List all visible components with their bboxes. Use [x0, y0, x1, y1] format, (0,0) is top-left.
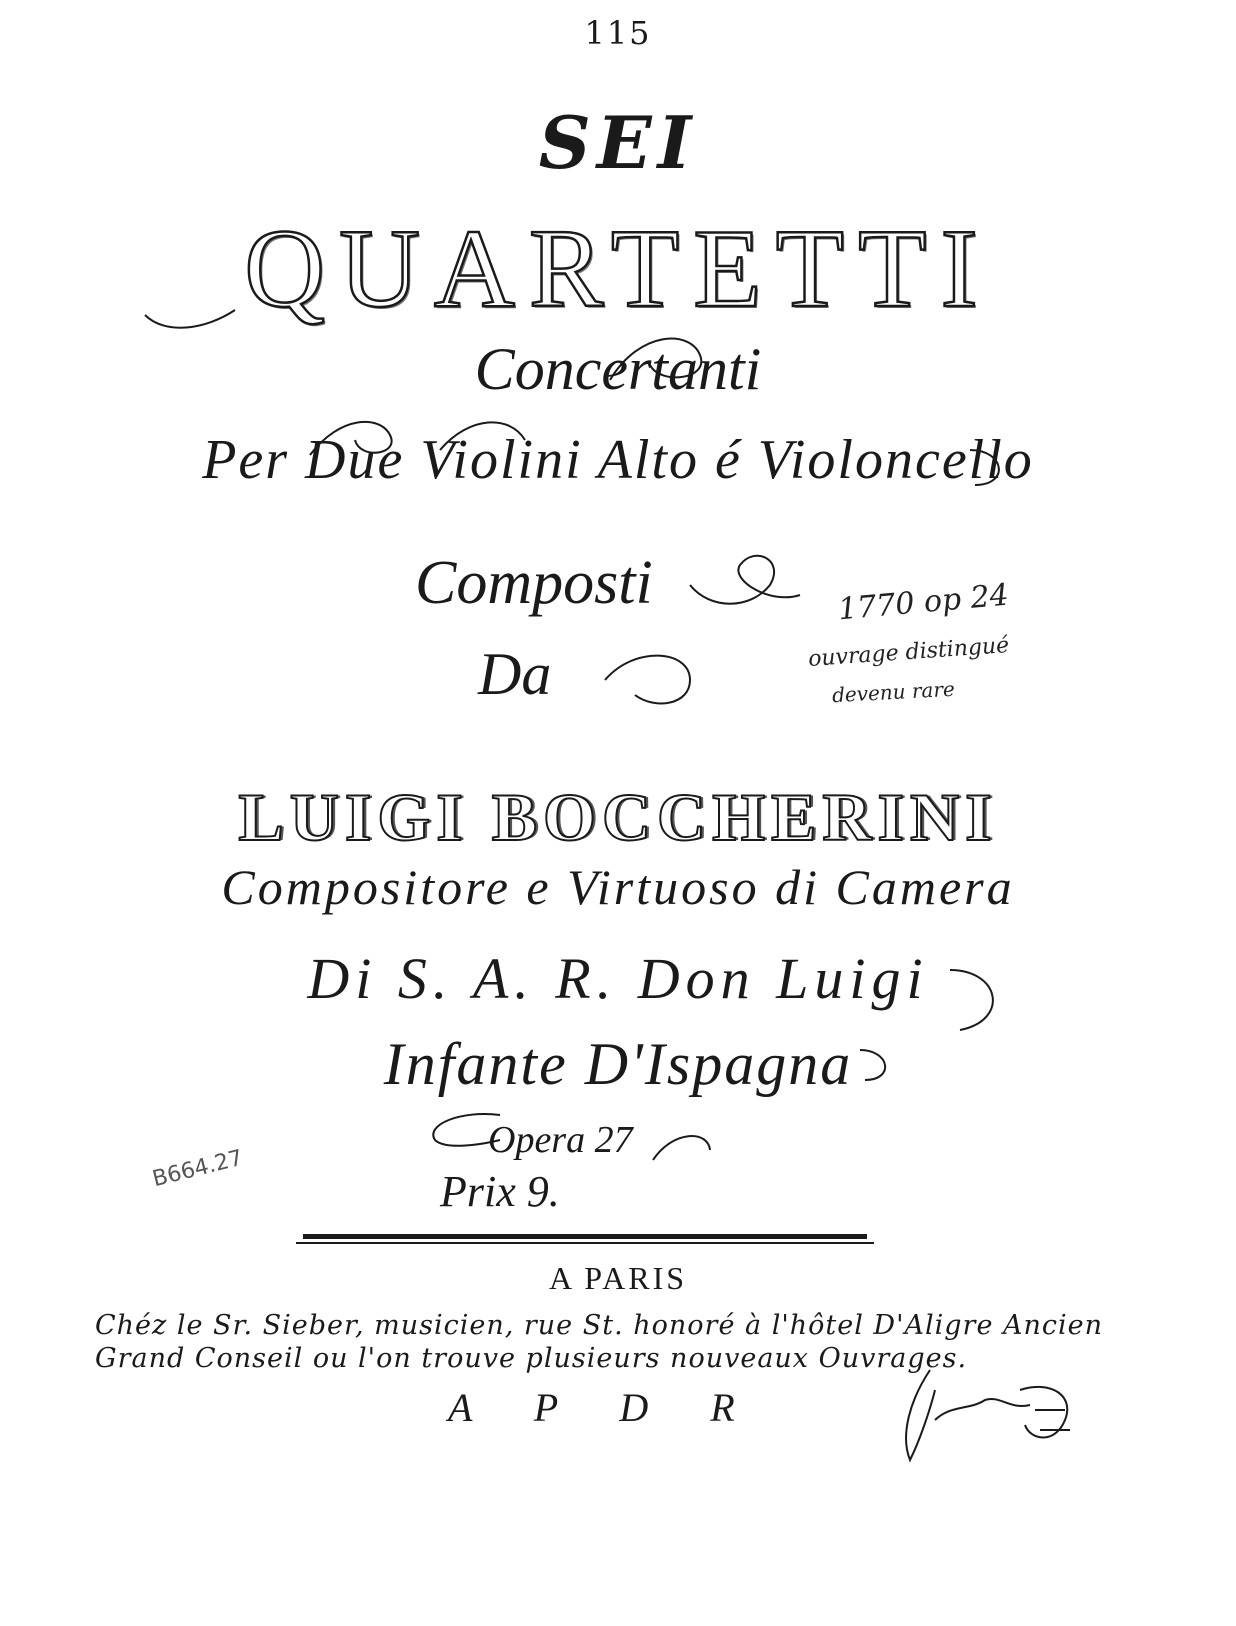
price: Prix 9. [440, 1167, 560, 1216]
opus-number: Opera 27 [488, 1119, 633, 1161]
publisher-line-1: Chéz le Sr. Sieber, musicien, rue St. honoré à l'hôtel D'Aligre Ancien [95, 1310, 1104, 1341]
subtitle-concertanti: Concertanti [474, 336, 762, 402]
instruments-flourish-right [960, 440, 1020, 500]
handwritten-annotation-date: 1770 op 24 [836, 577, 1011, 628]
composer-name: LUIGI BOCCHERINI [238, 779, 998, 855]
da-flourish [595, 635, 705, 715]
patron2-flourish [850, 1040, 910, 1090]
publisher-line-2: Grand Conseil ou l'on trouve plusieurs nouveaux Ouvrages. [95, 1343, 968, 1374]
composer-patron: Di S. A. R. Don Luigi [307, 946, 929, 1011]
publisher-signature [890, 1350, 1090, 1470]
handwritten-annotation-note: ouvrage distingué [807, 633, 1010, 672]
opus-flourish-right [648, 1125, 718, 1175]
page-number: 115 [584, 14, 652, 52]
divider-rule [303, 1234, 867, 1239]
concertanti-flourish [600, 320, 720, 400]
composer-position: Compositore e Virtuoso di Camera [221, 859, 1015, 915]
royal-privilege: A P D R [448, 1385, 761, 1430]
title-sei: SEI [538, 100, 698, 185]
catalog-stamp: B664.27 [150, 1145, 246, 1193]
divider-rule-thin [296, 1242, 874, 1244]
subtitle-da: Da [478, 641, 552, 707]
title-quartetti: QUARTETTI [244, 207, 992, 331]
composer-patron-title: Infante D'Ispagna [383, 1031, 853, 1097]
q-tail-flourish [135, 290, 245, 340]
instruments-flourish-left [300, 410, 550, 470]
composti-flourish [680, 525, 810, 615]
subtitle-instruments: Per Due Violini Alto é Violoncello [202, 429, 1034, 491]
subtitle-composti: Composti [415, 549, 653, 617]
imprint-city: A PARIS [548, 1260, 688, 1296]
patron-flourish [940, 960, 1020, 1040]
handwritten-annotation-rare: devenu rare [831, 676, 956, 708]
